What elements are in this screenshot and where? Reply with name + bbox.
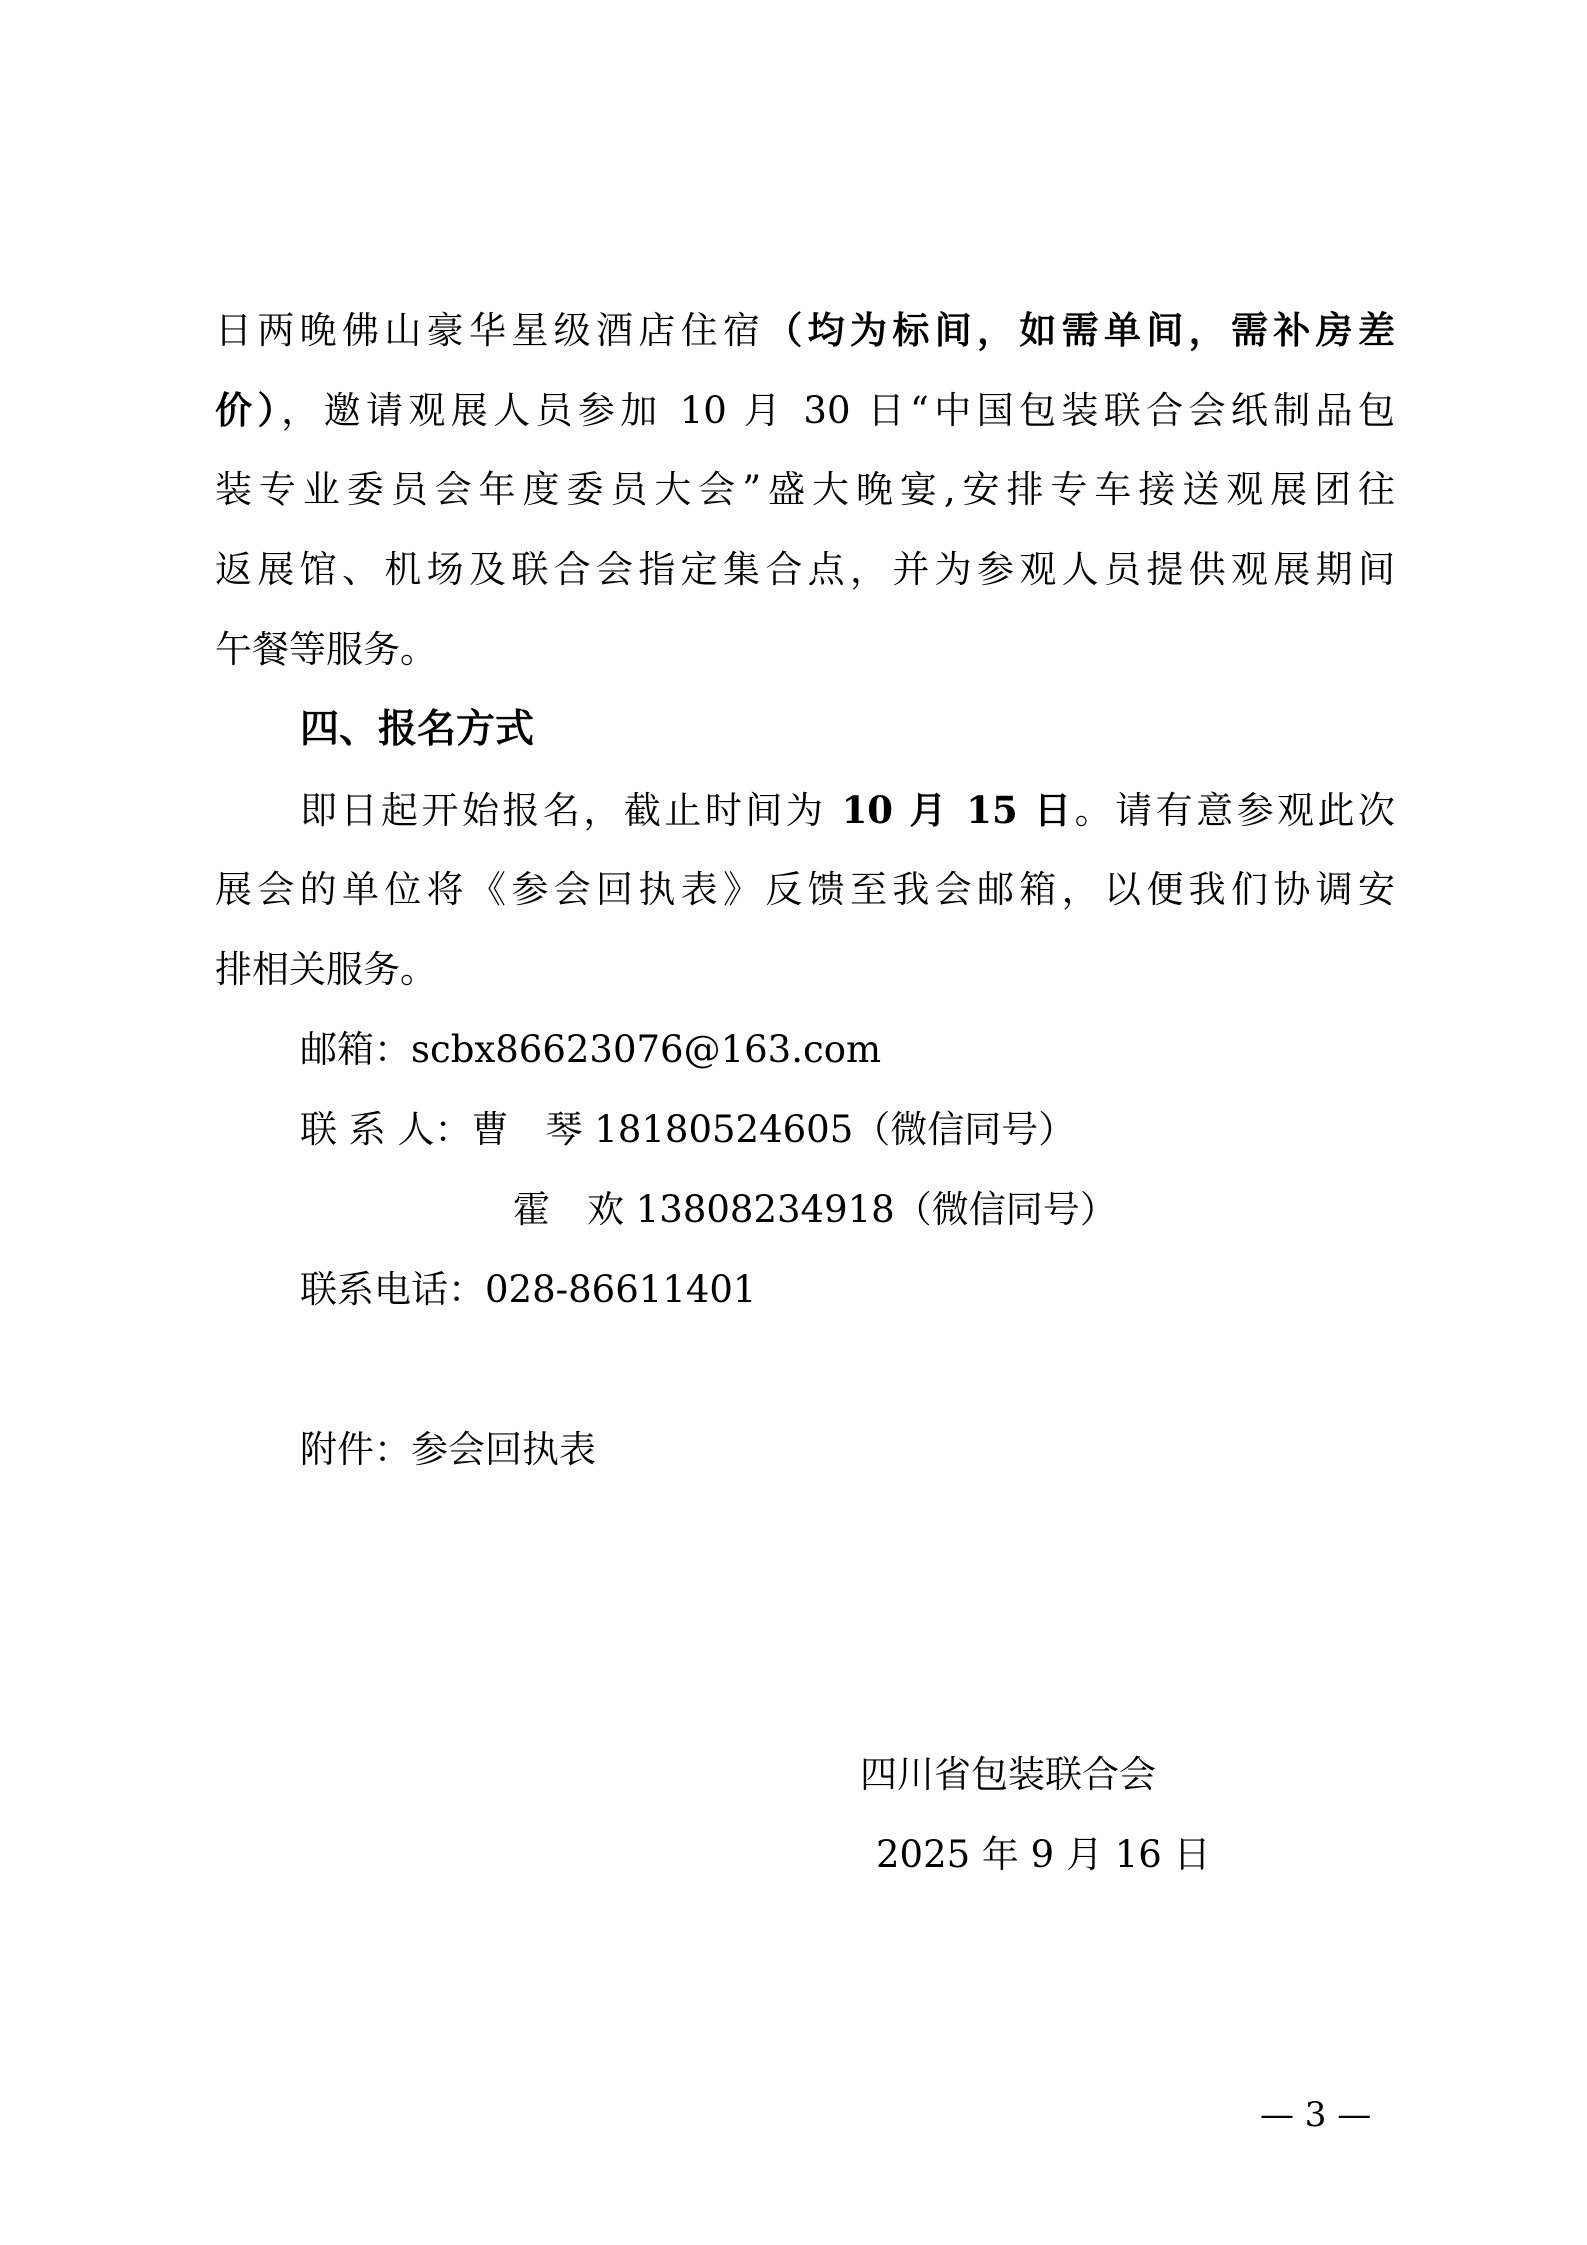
email-row — [300, 1010, 881, 1090]
paragraph-line-5: 午餐等服务。 — [215, 628, 437, 671]
paragraph-line-2-normal: ，邀请观展人员参加 10 月 30 日“中国包装联合会纸制品包 — [281, 389, 1396, 432]
registration-line-1-pre: 即日起开始报名，截止时间为 — [300, 789, 842, 832]
registration-deadline: 10 月 15 日 — [841, 788, 1075, 832]
registration-line-1-post: 。请有意参观此次 — [1074, 789, 1396, 832]
registration-line-1 — [300, 770, 1395, 851]
page-number: — 3 — — [1260, 2095, 1372, 2135]
paragraph-line-2 — [215, 370, 1395, 451]
registration-line-2: 展会的单位将《参会回执表》反馈至我会邮箱，以便我们协调安 — [215, 868, 1395, 911]
paragraph-line-3: 装专业委员会年度委员大会”盛大晚宴,安排专车接送观展团往 — [215, 468, 1395, 511]
attachment-line: 附件：参会回执表 — [300, 1428, 596, 1471]
section-heading: 四、报名方式 — [300, 707, 535, 752]
contact-person-label: 联 系 人： — [300, 1108, 472, 1151]
signature-organization: 四川省包装联合会 — [860, 1753, 1156, 1796]
email-address: scbx86623076@163.com — [411, 1028, 882, 1071]
registration-line-3: 排相关服务。 — [215, 948, 437, 991]
paragraph-line-2-bold: 价） — [215, 388, 282, 432]
paragraph-line-4: 返展馆、机场及联合会指定集合点，并为参观人员提供观展期间 — [215, 548, 1395, 591]
contact-person-1: 曹 琴 18180524605（微信同号） — [471, 1108, 1076, 1151]
paragraph-line-1-bold: （均为标间，如需单间，需补房差 — [765, 308, 1396, 352]
phone-label: 联系电话： — [300, 1268, 485, 1311]
signature-date: 2025 年 9 月 16 日 — [876, 1833, 1211, 1876]
contact-person-2: 霍 欢 13808234918（微信同号） — [513, 1188, 1117, 1231]
paragraph-line-1 — [215, 290, 1395, 371]
phone-row — [300, 1250, 756, 1330]
contact-person-row-2 — [513, 1170, 1117, 1250]
contact-person-row-1 — [300, 1090, 1075, 1170]
phone-number: 028-86611401 — [485, 1268, 757, 1311]
email-label: 邮箱： — [300, 1028, 411, 1071]
paragraph-line-1-normal: 日两晚佛山豪华星级酒店住宿 — [215, 309, 766, 352]
